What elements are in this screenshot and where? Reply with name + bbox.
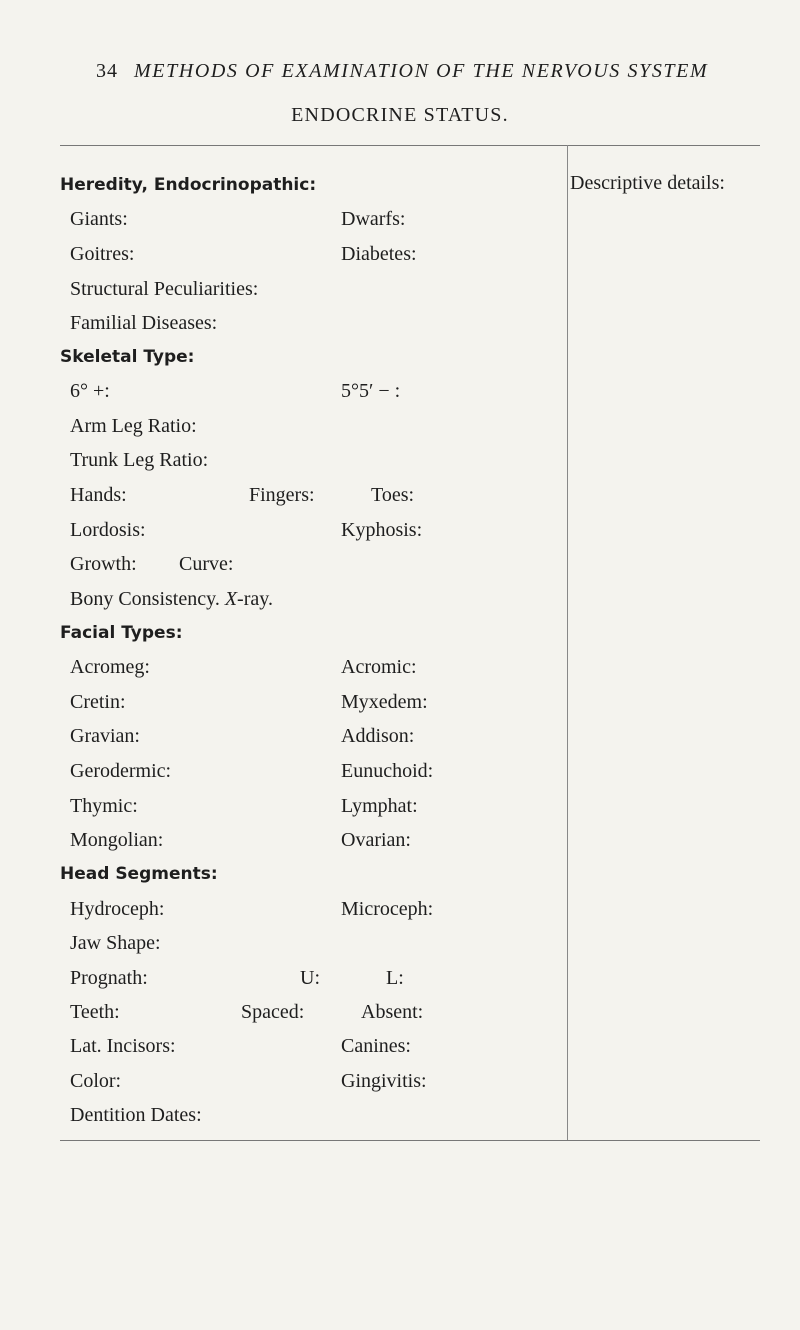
descriptive-details-label: Descriptive details: — [570, 172, 725, 194]
trunk-leg-ratio-label: Trunk Leg Ratio: — [70, 449, 209, 471]
hands-label: Hands: — [70, 484, 127, 506]
xray-x: X — [224, 588, 238, 610]
eunuchoid-label: Eunuchoid: — [341, 760, 434, 782]
upper-label: U: — [300, 967, 320, 989]
fingers-label: Fingers: — [249, 484, 315, 506]
teeth-label: Teeth: — [70, 1001, 120, 1023]
page-number: 34 — [96, 60, 118, 82]
acromic-label: Acromic: — [341, 656, 417, 678]
spaced-label: Spaced: — [241, 1001, 305, 1023]
gravian-label: Gravian: — [70, 725, 140, 747]
mongolian-label: Mongolian: — [70, 829, 164, 851]
kyphosis-label: Kyphosis: — [341, 519, 423, 541]
structural-peculiarities-label: Structural Peculiarities: — [70, 278, 259, 300]
running-title: METHODS OF EXAMINATION OF THE NERVOUS SYSTEM — [134, 60, 709, 82]
dwarfs-label: Dwarfs: — [341, 208, 406, 230]
six-plus-label: 6° +: — [70, 380, 110, 402]
lat-incisors-label: Lat. Incisors: — [70, 1035, 176, 1057]
cretin-label: Cretin: — [70, 691, 126, 713]
five-five-minus-label: 5°5′ − : — [341, 380, 401, 402]
canines-label: Canines: — [341, 1035, 411, 1057]
facial-types-heading: Facial Types: — [60, 623, 183, 643]
dentition-dates-label: Dentition Dates: — [70, 1104, 202, 1126]
curve-label: Curve: — [179, 553, 234, 575]
head-segments-heading: Head Segments: — [60, 864, 218, 884]
giants-label: Giants: — [70, 208, 128, 230]
lordosis-label: Lordosis: — [70, 519, 146, 541]
diabetes-label: Diabetes: — [341, 243, 417, 265]
familial-diseases-label: Familial Diseases: — [70, 312, 218, 334]
heredity-heading: Heredity, Endocrinopathic: — [60, 175, 317, 195]
gerodermic-label: Gerodermic: — [70, 760, 172, 782]
myxedem-label: Myxedem: — [341, 691, 428, 713]
hydroceph-label: Hydroceph: — [70, 898, 165, 920]
ovarian-label: Ovarian: — [341, 829, 411, 851]
toes-label: Toes: — [371, 484, 415, 506]
xray-rest: -ray. — [237, 588, 273, 610]
addison-label: Addison: — [341, 725, 415, 747]
acromeg-label: Acromeg: — [70, 656, 150, 678]
skeletal-heading: Skeletal Type: — [60, 347, 195, 367]
goitres-label: Goitres: — [70, 243, 135, 265]
prognath-label: Prognath: — [70, 967, 148, 989]
absent-label: Absent: — [361, 1001, 424, 1023]
lymphat-label: Lymphat: — [341, 795, 418, 817]
lower-label: L: — [386, 967, 404, 989]
thymic-label: Thymic: — [70, 795, 138, 817]
microceph-label: Microceph: — [341, 898, 434, 920]
jaw-shape-label: Jaw Shape: — [70, 932, 161, 954]
color-label: Color: — [70, 1070, 122, 1092]
growth-label: Growth: — [70, 553, 137, 575]
arm-leg-ratio-label: Arm Leg Ratio: — [70, 415, 197, 437]
gingivitis-label: Gingivitis: — [341, 1070, 427, 1092]
bony-consistency-label: Bony Consistency. — [70, 588, 220, 610]
form-title: ENDOCRINE STATUS. — [291, 104, 509, 126]
